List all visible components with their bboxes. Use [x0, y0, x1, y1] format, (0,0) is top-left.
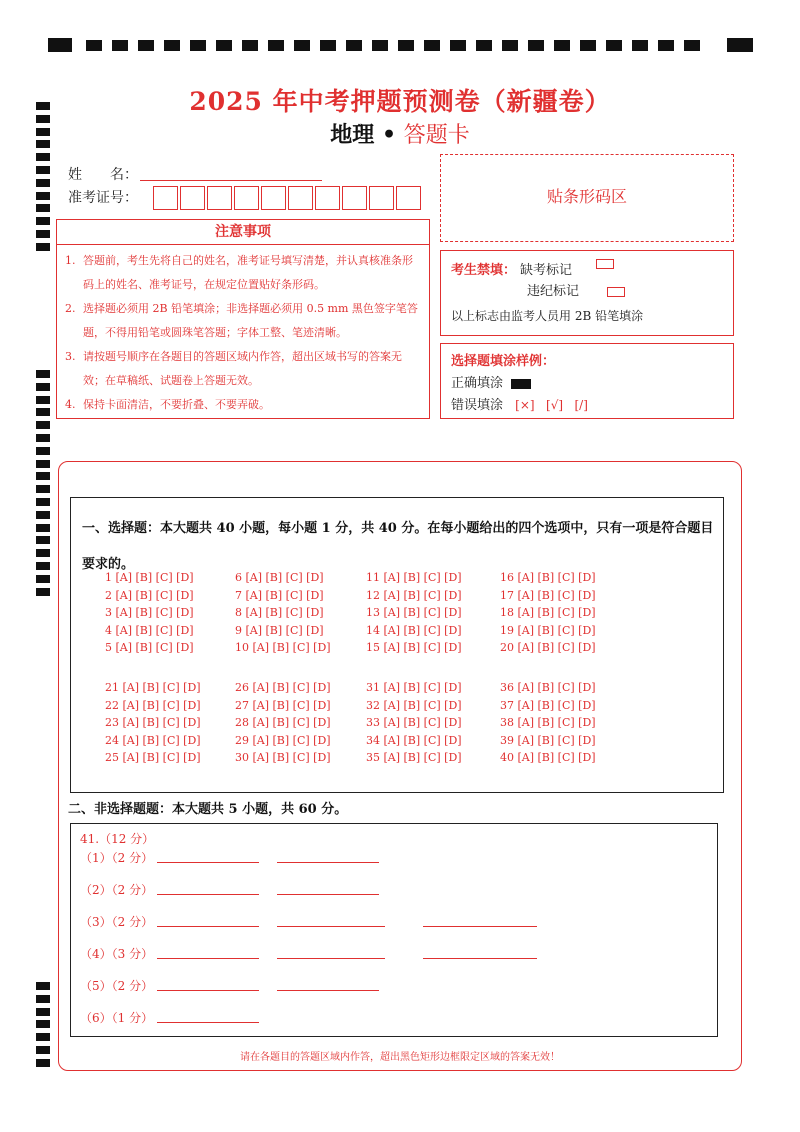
sub-question-label: （6）（1 分）	[80, 1011, 154, 1025]
notice-item: 2. 选择题必须用 2B 铅笔填涂；非选择题必须用 0.5 mm 黑色签字笔答题，不得用铅笔或圆珠笔答题；字体工整、笔迹清晰。	[65, 302, 418, 339]
page-subtitle	[0, 118, 800, 149]
question-option-row[interactable]: 12 [A] [B] [C] [D]	[366, 588, 462, 602]
sub-question-label: （1）（2 分）	[80, 851, 154, 865]
question-option-row[interactable]: 17 [A] [B] [C] [D]	[500, 588, 596, 602]
question-option-row[interactable]: 3 [A] [B] [C] [D]	[105, 606, 194, 619]
question-option-row[interactable]: 18 [A] [B] [C] [D]	[500, 606, 596, 619]
non-choice-box	[70, 823, 718, 1037]
question-option-row[interactable]: 11 [A] [B] [C] [D]	[366, 571, 462, 584]
question-option-row[interactable]: 36 [A] [B] [C] [D]	[500, 681, 596, 694]
sample-title: 选择题填涂样例：	[451, 354, 556, 369]
question-option-row[interactable]: 38 [A] [B] [C] [D]	[500, 716, 596, 729]
question-option-row[interactable]: 21 [A] [B] [C] [D]	[105, 681, 201, 694]
notice-title: 注意事项	[57, 220, 429, 245]
answer-line[interactable]	[277, 862, 379, 863]
answer-line[interactable]	[157, 958, 259, 959]
question-option-row[interactable]: 23 [A] [B] [C] [D]	[105, 716, 201, 729]
notice-item: 4. 保持卡面清洁，不要折叠、不要弄破。	[65, 398, 270, 411]
question-option-row[interactable]: 1 [A] [B] [C] [D]	[105, 571, 194, 584]
question-option-row[interactable]: 10 [A] [B] [C] [D]	[235, 641, 331, 654]
question-option-row[interactable]: 19 [A] [B] [C] [D]	[500, 623, 596, 637]
sub-question-label: （2）（2 分）	[80, 883, 154, 897]
question-option-row[interactable]: 8 [A] [B] [C] [D]	[235, 606, 324, 619]
examiner-only-box	[440, 250, 734, 336]
question-option-row[interactable]: 27 [A] [B] [C] [D]	[235, 698, 331, 712]
question-option-row[interactable]: 34 [A] [B] [C] [D]	[366, 733, 462, 747]
id-digit-box[interactable]	[180, 186, 205, 210]
exam-id-label: 准考证号：	[68, 190, 138, 206]
answer-line[interactable]	[277, 894, 379, 895]
question-option-row[interactable]: 7 [A] [B] [C] [D]	[235, 588, 324, 602]
question-option-row[interactable]: 28 [A] [B] [C] [D]	[235, 716, 331, 729]
question-option-row[interactable]: 13 [A] [B] [C] [D]	[366, 606, 462, 619]
answer-line[interactable]	[157, 1022, 259, 1023]
question-option-row[interactable]: 32 [A] [B] [C] [D]	[366, 698, 462, 712]
violation-mark-box[interactable]	[607, 287, 625, 297]
question-option-row[interactable]: 40 [A] [B] [C] [D]	[500, 751, 596, 764]
id-digit-box[interactable]	[288, 186, 313, 210]
question-option-row[interactable]: 31 [A] [B] [C] [D]	[366, 681, 462, 694]
wrong-fill-label: 错误填涂	[451, 398, 504, 413]
id-digit-box[interactable]	[342, 186, 367, 210]
sub-question-label: （5）（2 分）	[80, 979, 154, 993]
top-timing-marks	[48, 38, 753, 52]
question-option-row[interactable]: 2 [A] [B] [C] [D]	[105, 588, 194, 602]
question-option-row[interactable]: 16 [A] [B] [C] [D]	[500, 571, 596, 584]
sub-question-label: （4）（3 分）	[80, 947, 154, 961]
absent-mark-box[interactable]	[596, 259, 614, 269]
id-digit-box[interactable]	[234, 186, 259, 210]
answer-line[interactable]	[157, 894, 259, 895]
subject-label: 地理	[330, 122, 375, 148]
question-option-row[interactable]: 35 [A] [B] [C] [D]	[366, 751, 462, 764]
section1-heading: 一、选择题：本大题共 40 小题，每小题 1 分，共 40 分。在每小题给出的四个选项中，只有一项是符合题目要求的。	[82, 521, 714, 572]
question-option-row[interactable]: 37 [A] [B] [C] [D]	[500, 698, 596, 712]
id-digit-box[interactable]	[315, 186, 340, 210]
subtitle-dot: •	[381, 122, 397, 148]
section2-heading: 二、非选择题题：本大题共 5 小题，共 60 分。	[68, 802, 348, 817]
barcode-area: 贴条形码区	[440, 154, 734, 242]
question-option-row[interactable]: 22 [A] [B] [C] [D]	[105, 698, 201, 712]
id-digit-box[interactable]	[396, 186, 421, 210]
wrong-fill-examples: [×] [√] [/]	[515, 398, 588, 412]
name-field[interactable]	[140, 180, 322, 181]
question-option-row[interactable]: 24 [A] [B] [C] [D]	[105, 733, 201, 747]
notice-box	[56, 219, 430, 419]
exam-id-boxes[interactable]	[153, 186, 423, 210]
fill-sample-box	[440, 343, 734, 419]
answer-line[interactable]	[157, 862, 259, 863]
absent-mark-label: 缺考标记	[520, 263, 573, 278]
q41-label: 41.（12 分）	[80, 832, 155, 846]
id-digit-box[interactable]	[261, 186, 286, 210]
question-option-row[interactable]: 14 [A] [B] [C] [D]	[366, 623, 462, 637]
forbid-note: 以上标志由监考人员用 2B 铅笔填涂	[451, 309, 644, 323]
answer-line[interactable]	[423, 958, 537, 959]
forbid-label: 考生禁填：	[451, 263, 517, 278]
id-digit-box[interactable]	[369, 186, 394, 210]
sub-question-label: （3）（2 分）	[80, 915, 154, 929]
question-option-row[interactable]: 6 [A] [B] [C] [D]	[235, 571, 324, 584]
answer-line[interactable]	[423, 926, 537, 927]
id-digit-box[interactable]	[153, 186, 178, 210]
question-option-row[interactable]: 15 [A] [B] [C] [D]	[366, 641, 462, 654]
correct-fill-label: 正确填涂	[451, 376, 504, 391]
footer-warning: 请在各题目的答题区域内作答，超出黑色矩形边框限定区域的答案无效！	[240, 1052, 560, 1063]
notice-item: 3. 请按题号顺序在各题目的答题区域内作答，超出区域书写的答案无效；在草稿纸、试题卷上答题无效。	[65, 350, 402, 387]
question-option-row[interactable]: 4 [A] [B] [C] [D]	[105, 623, 194, 637]
question-option-row[interactable]: 26 [A] [B] [C] [D]	[235, 681, 331, 694]
question-option-row[interactable]: 33 [A] [B] [C] [D]	[366, 716, 462, 729]
correct-fill-example	[511, 379, 531, 389]
answer-line[interactable]	[277, 990, 379, 991]
question-option-row[interactable]: 30 [A] [B] [C] [D]	[235, 751, 331, 764]
question-option-row[interactable]: 29 [A] [B] [C] [D]	[235, 733, 331, 747]
name-label: 姓 名：	[68, 167, 138, 183]
question-option-row[interactable]: 25 [A] [B] [C] [D]	[105, 751, 201, 764]
id-digit-box[interactable]	[207, 186, 232, 210]
question-option-row[interactable]: 9 [A] [B] [C] [D]	[235, 623, 324, 637]
question-option-row[interactable]: 5 [A] [B] [C] [D]	[105, 641, 194, 654]
answer-line[interactable]	[157, 990, 259, 991]
answer-line[interactable]	[277, 926, 385, 927]
violation-mark-label: 违纪标记	[527, 284, 580, 299]
page-title: 2025 年中考押题预测卷（新疆卷）	[189, 87, 611, 116]
answer-card-label: 答题卡	[403, 123, 470, 148]
notice-item: 1. 答题前，考生先将自己的姓名，准考证号填写清楚，并认真核准条形码上的姓名、准考证号，在规定位置贴好条形码。	[65, 254, 413, 291]
answer-line[interactable]	[277, 958, 385, 959]
answer-line[interactable]	[157, 926, 259, 927]
question-option-row[interactable]: 20 [A] [B] [C] [D]	[500, 641, 596, 654]
question-option-row[interactable]: 39 [A] [B] [C] [D]	[500, 733, 596, 747]
